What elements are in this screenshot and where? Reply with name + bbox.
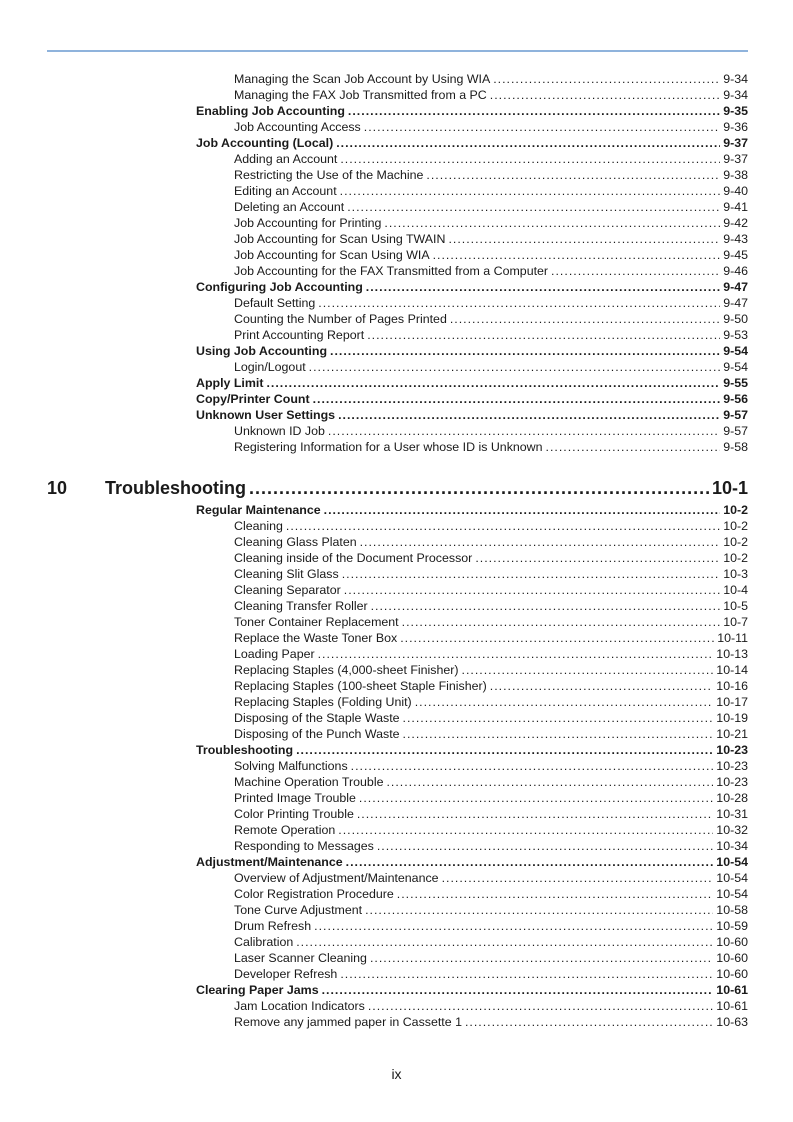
entry-label: Color Registration Procedure [234,887,394,901]
entry-label: Job Accounting for the FAX Transmitted from a Computer [234,264,549,278]
entry-label: Developer Refresh [234,967,338,981]
toc-subsection-entry[interactable] [234,312,748,326]
toc-subsection-entry[interactable] [234,184,748,198]
entry-label: Print Accounting Report [234,328,365,342]
leader-dots [309,360,721,374]
entry-page: 9-45 [723,248,748,262]
leader-dots [386,775,713,789]
entry-label: Managing the Scan Job Account by Using WIA [234,72,491,86]
leader-dots [433,248,721,262]
entry-page: 10-2 [723,535,748,549]
entry-label: Drum Refresh [234,919,312,933]
toc-subsection-entry[interactable] [234,807,748,821]
toc-subsection-entry[interactable] [234,296,748,310]
toc-subsection-entry[interactable] [234,903,748,917]
entry-page: 9-54 [723,344,748,358]
leader-dots [475,551,720,565]
entry-label: Solving Malfunctions [234,759,348,773]
entry-label: Job Accounting for Scan Using WIA [234,248,430,262]
leader-dots [359,791,713,805]
entry-page: 10-2 [723,503,748,517]
header-rule [47,50,748,52]
entry-page: 10-60 [716,967,748,981]
leader-dots [340,152,720,166]
entry-page: 10-2 [723,519,748,533]
leader-dots [360,535,721,549]
entry-label: Default Setting [234,296,316,310]
toc-subsection-entry[interactable] [234,583,748,597]
leader-dots [296,743,713,757]
entry-page: 10-34 [716,839,748,853]
entry-page: 9-34 [723,72,748,86]
toc-subsection-entry[interactable] [234,599,748,613]
leader-dots [340,184,721,198]
entry-label: Job Accounting for Printing [234,216,382,230]
entry-page: 10-23 [716,775,748,789]
page-number: ix [391,1066,402,1082]
entry-page: 9-57 [723,408,748,422]
leader-dots [249,478,709,499]
entry-label: Loading Paper [234,647,315,661]
toc-subsection-entry[interactable] [234,152,748,166]
entry-page: 9-34 [723,88,748,102]
leader-dots [366,280,720,294]
entry-page: 10-54 [716,855,748,869]
toc-subsection-entry[interactable] [234,823,748,837]
entry-page: 9-42 [723,216,748,230]
entry-label: Job Accounting (Local) [196,136,334,150]
toc-subsection-entry[interactable] [234,951,748,965]
leader-dots [490,679,714,693]
entry-page: 10-16 [716,679,748,693]
entry-page: 9-54 [723,360,748,374]
entry-page: 10-60 [716,951,748,965]
toc-subsection-entry[interactable] [234,72,748,86]
entry-page: 9-58 [723,440,748,454]
leader-dots [318,647,714,661]
entry-label: Adding an Account [234,152,338,166]
entry-page: 10-31 [716,807,748,821]
toc-subsection-entry[interactable] [234,232,748,246]
entry-page: 9-47 [723,280,748,294]
entry-label: Responding to Messages [234,839,374,853]
entry-label: Regular Maintenance [196,503,321,517]
chapter-page: 10-1 [711,478,748,498]
entry-label: Remove any jammed paper in Cassette 1 [234,1015,462,1029]
entry-label: Laser Scanner Cleaning [234,951,367,965]
toc-section-entry[interactable] [196,376,748,390]
entry-label: Cleaning inside of the Document Processor [234,551,473,565]
toc-subsection-entry[interactable] [234,999,748,1013]
leader-dots [546,440,721,454]
entry-page: 10-32 [716,823,748,837]
entry-page: 10-61 [716,983,748,997]
toc-subsection-entry[interactable] [234,120,748,134]
leader-dots [462,663,714,677]
entry-page: 9-36 [723,120,748,134]
leader-dots [346,855,714,869]
leader-dots [403,711,714,725]
entry-page: 10-59 [716,919,748,933]
entry-label: Cleaning Transfer Roller [234,599,368,613]
entry-page: 10-54 [716,887,748,901]
entry-page: 10-63 [716,1015,748,1029]
leader-dots [314,919,713,933]
toc-subsection-entry[interactable] [234,216,748,230]
toc-section-entry[interactable] [196,104,748,118]
toc-subsection-entry[interactable] [234,519,748,533]
entry-label: Using Job Accounting [196,344,328,358]
leader-dots [365,903,713,917]
toc-section-entry[interactable] [196,280,748,294]
toc-section-entry[interactable] [196,392,748,406]
toc-section-entry[interactable] [196,855,748,869]
toc-subsection-entry[interactable] [234,535,748,549]
leader-dots [370,951,713,965]
entry-label: Copy/Printer Count [196,392,310,406]
entry-label: Printed Image Trouble [234,791,356,805]
entry-label: Job Accounting for Scan Using TWAIN [234,232,446,246]
entry-label: Calibration [234,935,294,949]
toc-section-entry[interactable] [196,983,748,997]
leader-dots [364,120,720,134]
entry-label: Unknown ID Job [234,424,325,438]
entry-page: 10-17 [716,695,748,709]
entry-label: Cleaning Glass Platen [234,535,357,549]
toc-subsection-entry[interactable] [234,663,748,677]
leader-dots [377,839,713,853]
entry-label: Cleaning Separator [234,583,341,597]
toc-subsection-entry[interactable] [234,360,748,374]
entry-page: 10-28 [716,791,748,805]
toc-subsection-entry[interactable] [234,871,748,885]
entry-page: 10-21 [716,727,748,741]
leader-dots [551,264,720,278]
toc-subsection-entry[interactable] [234,647,748,661]
entry-label: Counting the Number of Pages Printed [234,312,447,326]
leader-dots [368,999,713,1013]
entry-page: 10-60 [716,935,748,949]
entry-label: Unknown User Settings [196,408,336,422]
entry-label: Restricting the Use of the Machine [234,168,424,182]
entry-page: 9-41 [723,200,748,214]
leader-dots [340,967,713,981]
entry-page: 10-2 [723,551,748,565]
entry-page: 9-35 [723,104,748,118]
entry-label: Machine Operation Trouble [234,775,384,789]
leader-dots [426,168,720,182]
entry-page: 10-23 [716,759,748,773]
toc-subsection-entry[interactable] [234,567,748,581]
leader-dots [351,759,714,773]
entry-label: Registering Information for a User whose ID is Unknown [234,440,543,454]
toc-section-entry[interactable] [196,503,748,517]
entry-label: Disposing of the Punch Waste [234,727,400,741]
leader-dots [338,823,713,837]
leader-dots [336,136,720,150]
toc-subsection-entry[interactable] [234,264,748,278]
entry-label: Cleaning Slit Glass [234,567,339,581]
entry-label: Tone Curve Adjustment [234,903,363,917]
toc-subsection-entry[interactable] [234,551,748,565]
leader-dots [344,583,720,597]
toc-subsection-entry[interactable] [234,711,748,725]
entry-label: Managing the FAX Job Transmitted from a PC [234,88,487,102]
toc-subsection-entry[interactable] [234,679,748,693]
entry-label: Color Printing Trouble [234,807,354,821]
leader-dots [403,727,714,741]
leader-dots [402,615,721,629]
entry-label: Replace the Waste Toner Box [234,631,398,645]
entry-page: 10-14 [716,663,748,677]
toc-section-entry[interactable] [196,136,748,150]
leader-dots [493,72,720,86]
entry-label: Troubleshooting [196,743,294,757]
toc-section-entry[interactable] [196,408,748,422]
toc-subsection-entry[interactable] [234,967,748,981]
entry-label: Toner Container Replacement [234,615,399,629]
entry-page: 10-58 [716,903,748,917]
toc-subsection-entry[interactable] [234,887,748,901]
toc-subsection-entry[interactable] [234,839,748,853]
leader-dots [397,887,714,901]
toc-subsection-entry[interactable] [234,200,748,214]
entry-page: 9-56 [723,392,748,406]
toc-subsection-entry[interactable] [234,759,748,773]
leader-dots [286,519,720,533]
entry-page: 10-13 [716,647,748,661]
entry-page: 10-54 [716,871,748,885]
leader-dots [338,408,720,422]
entry-page: 9-46 [723,264,748,278]
toc-subsection-entry[interactable] [234,1015,748,1029]
leader-dots [266,376,720,390]
entry-page: 10-3 [723,567,748,581]
entry-label: Job Accounting Access [234,120,361,134]
chapter-number: 10 [47,478,68,498]
entry-label: Clearing Paper Jams [196,983,319,997]
leader-dots [442,871,714,885]
entry-page: 10-7 [723,615,748,629]
leader-dots [400,631,714,645]
entry-page: 9-47 [723,296,748,310]
leader-dots [318,296,720,310]
entry-page: 10-5 [723,599,748,613]
entry-page: 9-37 [723,136,748,150]
chapter-title: Troubleshooting [105,478,246,498]
toc-subsection-entry[interactable] [234,88,748,102]
toc-subsection-entry[interactable] [234,775,748,789]
entry-page: 10-19 [716,711,748,725]
entry-label: Editing an Account [234,184,337,198]
entry-label: Replacing Staples (100-sheet Staple Finisher) [234,679,487,693]
toc-subsection-entry[interactable] [234,440,748,454]
entry-label: Cleaning [234,519,283,533]
entry-label: Deleting an Account [234,200,345,214]
leader-dots [490,88,720,102]
entry-page: 9-40 [723,184,748,198]
leader-dots [296,935,713,949]
entry-page: 9-38 [723,168,748,182]
toc-section-entry[interactable] [196,743,748,757]
entry-page: 9-43 [723,232,748,246]
leader-dots [328,424,720,438]
entry-label: Replacing Staples (Folding Unit) [234,695,412,709]
leader-dots [357,807,713,821]
entry-page: 9-50 [723,312,748,326]
leader-dots [450,312,720,326]
leader-dots [322,983,714,997]
leader-dots [330,344,720,358]
toc-subsection-entry[interactable] [234,631,748,645]
entry-label: Configuring Job Accounting [196,280,363,294]
leader-dots [415,695,714,709]
entry-label: Remote Operation [234,823,336,837]
entry-page: 10-11 [717,631,748,645]
entry-label: Overview of Adjustment/Maintenance [234,871,439,885]
toc-subsection-entry[interactable] [234,248,748,262]
entry-page: 9-37 [723,152,748,166]
toc-subsection-entry[interactable] [234,615,748,629]
leader-dots [448,232,720,246]
toc-subsection-entry[interactable] [234,935,748,949]
leader-dots [313,392,721,406]
entry-page: 10-61 [716,999,748,1013]
leader-dots [342,567,721,581]
leader-dots [384,216,720,230]
leader-dots [347,200,720,214]
entry-page: 10-23 [716,743,748,757]
entry-label: Login/Logout [234,360,306,374]
entry-label: Adjustment/Maintenance [196,855,343,869]
toc-subsection-entry[interactable] [234,695,748,709]
entry-page: 9-57 [723,424,748,438]
leader-dots [371,599,721,613]
entry-page: 9-53 [723,328,748,342]
toc-section-entry[interactable] [196,344,748,358]
leader-dots [465,1015,713,1029]
toc-subsection-entry[interactable] [234,727,748,741]
leader-dots [324,503,721,517]
toc-subsection-entry[interactable] [234,424,748,438]
toc-subsection-entry[interactable] [234,328,748,342]
toc-subsection-entry[interactable] [234,919,748,933]
entry-page: 9-55 [723,376,748,390]
leader-dots [348,104,720,118]
entry-label: Replacing Staples (4,000-sheet Finisher) [234,663,459,677]
entry-label: Enabling Job Accounting [196,104,345,118]
toc-subsection-entry[interactable] [234,791,748,805]
entry-page: 10-4 [723,583,748,597]
entry-label: Apply Limit [196,376,264,390]
entry-label: Disposing of the Staple Waste [234,711,400,725]
entry-label: Jam Location Indicators [234,999,365,1013]
toc-chapter-heading[interactable] [47,478,748,499]
toc-subsection-entry[interactable] [234,168,748,182]
leader-dots [367,328,720,342]
